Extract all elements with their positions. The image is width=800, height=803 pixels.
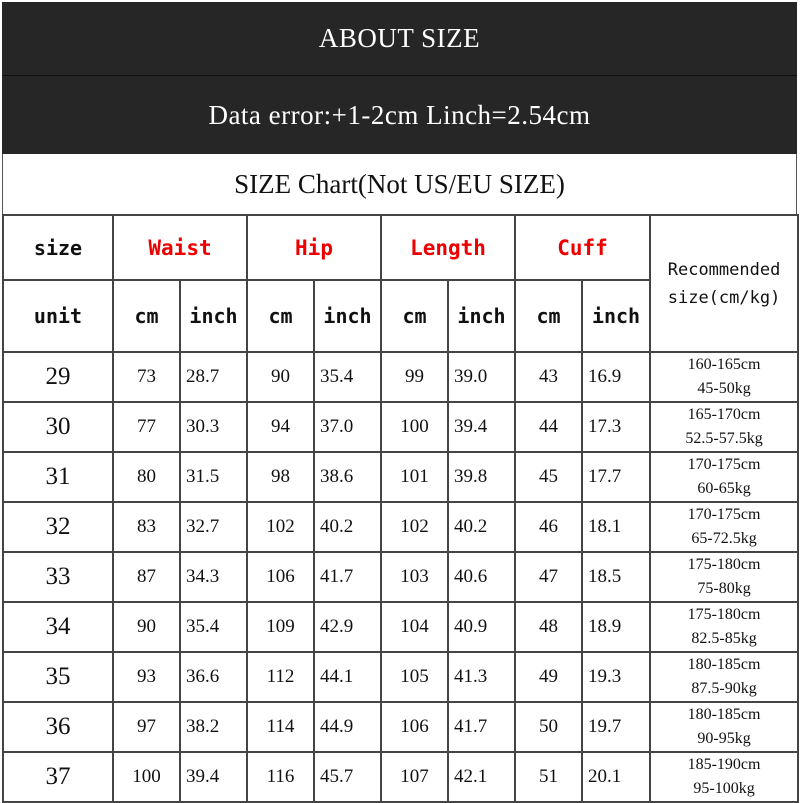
hip-inch-cell: 35.4 bbox=[314, 352, 381, 402]
recommended-size-cell bbox=[650, 702, 798, 752]
hip-cm-cell: 106 bbox=[247, 552, 314, 602]
table-row bbox=[3, 352, 798, 402]
hip-cm-cell: 90 bbox=[247, 352, 314, 402]
waist-inch-cell: 38.2 bbox=[180, 702, 247, 752]
length-header: Length bbox=[381, 215, 515, 280]
waist-inch-cell: 28.7 bbox=[180, 352, 247, 402]
table-row bbox=[3, 702, 798, 752]
cuff-cm-cell: 47 bbox=[515, 552, 582, 602]
size-chart bbox=[2, 2, 797, 803]
recommended-weight: 65-72.5kg bbox=[691, 530, 757, 547]
length-inch-cell: 41.3 bbox=[448, 652, 515, 702]
hip-cm-cell: 94 bbox=[247, 402, 314, 452]
recommended-size-cell bbox=[650, 752, 798, 802]
waist-inch-cell: 32.7 bbox=[180, 502, 247, 552]
recommended-label-line1: Recommended bbox=[667, 259, 781, 280]
length-cm-cell: 107 bbox=[381, 752, 448, 802]
recommended-height: 165-170cm bbox=[687, 406, 761, 423]
length-inch-cell: 40.2 bbox=[448, 502, 515, 552]
size-value-cell: 33 bbox=[3, 552, 113, 602]
hip-inch-cell: 37.0 bbox=[314, 402, 381, 452]
size-value-cell: 37 bbox=[3, 752, 113, 802]
cuff-cm-cell: 50 bbox=[515, 702, 582, 752]
waist-cm-cell: 80 bbox=[113, 452, 180, 502]
recommended-weight: 82.5-85kg bbox=[691, 630, 757, 647]
recommended-label-line2: size(cm/kg) bbox=[667, 287, 781, 308]
table-row bbox=[3, 602, 798, 652]
recommended-height: 160-165cm bbox=[687, 356, 761, 373]
recommended-weight: 60-65kg bbox=[697, 480, 751, 497]
waist-cm-cell: 73 bbox=[113, 352, 180, 402]
cuff-header: Cuff bbox=[515, 215, 650, 280]
cuff-inch-cell: 18.5 bbox=[582, 552, 650, 602]
size-label: size bbox=[3, 215, 113, 280]
waist-cm-cell: 90 bbox=[113, 602, 180, 652]
recommended-height: 170-175cm bbox=[687, 456, 761, 473]
hip-inch-cell: 45.7 bbox=[314, 752, 381, 802]
cuff-cm-cell: 48 bbox=[515, 602, 582, 652]
cuff-inch-cell: 19.3 bbox=[582, 652, 650, 702]
size-chart-subtitle: SIZE Chart(Not US/EU SIZE) bbox=[2, 154, 797, 214]
waist-inch-cell: 35.4 bbox=[180, 602, 247, 652]
table-row bbox=[3, 652, 798, 702]
hip-inch-cell: 44.1 bbox=[314, 652, 381, 702]
size-value-cell: 32 bbox=[3, 502, 113, 552]
cuff-inch-cell: 18.9 bbox=[582, 602, 650, 652]
recommended-size-cell bbox=[650, 402, 798, 452]
hip-inch-cell: 38.6 bbox=[314, 452, 381, 502]
recommended-height: 185-190cm bbox=[687, 756, 761, 773]
hip-cm-cell: 109 bbox=[247, 602, 314, 652]
waist-cm-cell: 83 bbox=[113, 502, 180, 552]
length-cm-cell: 106 bbox=[381, 702, 448, 752]
waist-inch-cell: 36.6 bbox=[180, 652, 247, 702]
length-inch-cell: 42.1 bbox=[448, 752, 515, 802]
size-value-cell: 35 bbox=[3, 652, 113, 702]
group-header-row bbox=[3, 215, 798, 280]
waist-cm-cell: 77 bbox=[113, 402, 180, 452]
recommended-size-cell bbox=[650, 602, 798, 652]
hip-inch-cell: 41.7 bbox=[314, 552, 381, 602]
length-cm-cell: 105 bbox=[381, 652, 448, 702]
hip-cm-cell: 112 bbox=[247, 652, 314, 702]
cuff-cm-cell: 46 bbox=[515, 502, 582, 552]
table-row bbox=[3, 502, 798, 552]
cuff-inch-cell: 17.7 bbox=[582, 452, 650, 502]
hip-cm-cell: 114 bbox=[247, 702, 314, 752]
cuff-cm-unit: cm bbox=[515, 280, 582, 352]
length-cm-cell: 99 bbox=[381, 352, 448, 402]
length-inch-cell: 39.4 bbox=[448, 402, 515, 452]
size-value-cell: 34 bbox=[3, 602, 113, 652]
recommended-height: 175-180cm bbox=[687, 606, 761, 623]
hip-cm-cell: 116 bbox=[247, 752, 314, 802]
length-inch-cell: 41.7 bbox=[448, 702, 515, 752]
hip-cm-unit: cm bbox=[247, 280, 314, 352]
hip-inch-cell: 44.9 bbox=[314, 702, 381, 752]
hip-cm-cell: 98 bbox=[247, 452, 314, 502]
about-size-title: ABOUT SIZE bbox=[2, 2, 797, 76]
waist-cm-cell: 93 bbox=[113, 652, 180, 702]
size-value-cell: 31 bbox=[3, 452, 113, 502]
size-table bbox=[2, 214, 799, 803]
length-cm-cell: 100 bbox=[381, 402, 448, 452]
size-value-cell: 29 bbox=[3, 352, 113, 402]
cuff-cm-cell: 45 bbox=[515, 452, 582, 502]
recommended-height: 170-175cm bbox=[687, 506, 761, 523]
length-inch-cell: 40.6 bbox=[448, 552, 515, 602]
cuff-inch-cell: 19.7 bbox=[582, 702, 650, 752]
cuff-inch-unit: inch bbox=[582, 280, 650, 352]
recommended-height: 175-180cm bbox=[687, 556, 761, 573]
waist-cm-cell: 100 bbox=[113, 752, 180, 802]
length-cm-cell: 101 bbox=[381, 452, 448, 502]
recommended-height: 180-185cm bbox=[687, 656, 761, 673]
waist-inch-unit: inch bbox=[180, 280, 247, 352]
cuff-inch-cell: 16.9 bbox=[582, 352, 650, 402]
cuff-inch-cell: 17.3 bbox=[582, 402, 650, 452]
size-value-cell: 36 bbox=[3, 702, 113, 752]
hip-inch-unit: inch bbox=[314, 280, 381, 352]
cuff-inch-cell: 18.1 bbox=[582, 502, 650, 552]
table-row bbox=[3, 452, 798, 502]
length-cm-cell: 103 bbox=[381, 552, 448, 602]
length-inch-cell: 39.0 bbox=[448, 352, 515, 402]
length-inch-cell: 40.9 bbox=[448, 602, 515, 652]
waist-header: Waist bbox=[113, 215, 247, 280]
unit-label: unit bbox=[3, 280, 113, 352]
recommended-size-cell bbox=[650, 652, 798, 702]
recommended-size-cell bbox=[650, 502, 798, 552]
waist-inch-cell: 39.4 bbox=[180, 752, 247, 802]
table-row bbox=[3, 752, 798, 802]
hip-header: Hip bbox=[247, 215, 381, 280]
recommended-weight: 90-95kg bbox=[697, 730, 751, 747]
recommended-weight: 75-80kg bbox=[697, 580, 751, 597]
length-cm-cell: 104 bbox=[381, 602, 448, 652]
hip-cm-cell: 102 bbox=[247, 502, 314, 552]
recommended-size-cell bbox=[650, 352, 798, 402]
waist-inch-cell: 30.3 bbox=[180, 402, 247, 452]
recommended-height: 180-185cm bbox=[687, 706, 761, 723]
table-row bbox=[3, 552, 798, 602]
length-cm-cell: 102 bbox=[381, 502, 448, 552]
cuff-cm-cell: 49 bbox=[515, 652, 582, 702]
waist-cm-cell: 87 bbox=[113, 552, 180, 602]
waist-cm-unit: cm bbox=[113, 280, 180, 352]
hip-inch-cell: 40.2 bbox=[314, 502, 381, 552]
size-value-cell: 30 bbox=[3, 402, 113, 452]
cuff-cm-cell: 51 bbox=[515, 752, 582, 802]
waist-cm-cell: 97 bbox=[113, 702, 180, 752]
length-inch-cell: 39.8 bbox=[448, 452, 515, 502]
recommended-weight: 52.5-57.5kg bbox=[685, 430, 763, 447]
cuff-inch-cell: 20.1 bbox=[582, 752, 650, 802]
data-error-note: Data error:+1-2cm Linch=2.54cm bbox=[2, 76, 797, 154]
recommended-size-cell bbox=[650, 552, 798, 602]
recommended-size-cell bbox=[650, 452, 798, 502]
recommended-size-header bbox=[650, 215, 798, 352]
cuff-cm-cell: 43 bbox=[515, 352, 582, 402]
hip-inch-cell: 42.9 bbox=[314, 602, 381, 652]
size-rows bbox=[3, 352, 798, 802]
length-cm-unit: cm bbox=[381, 280, 448, 352]
recommended-weight: 95-100kg bbox=[693, 780, 755, 797]
length-inch-unit: inch bbox=[448, 280, 515, 352]
recommended-weight: 45-50kg bbox=[697, 380, 751, 397]
waist-inch-cell: 34.3 bbox=[180, 552, 247, 602]
recommended-weight: 87.5-90kg bbox=[691, 680, 757, 697]
waist-inch-cell: 31.5 bbox=[180, 452, 247, 502]
cuff-cm-cell: 44 bbox=[515, 402, 582, 452]
table-row bbox=[3, 402, 798, 452]
